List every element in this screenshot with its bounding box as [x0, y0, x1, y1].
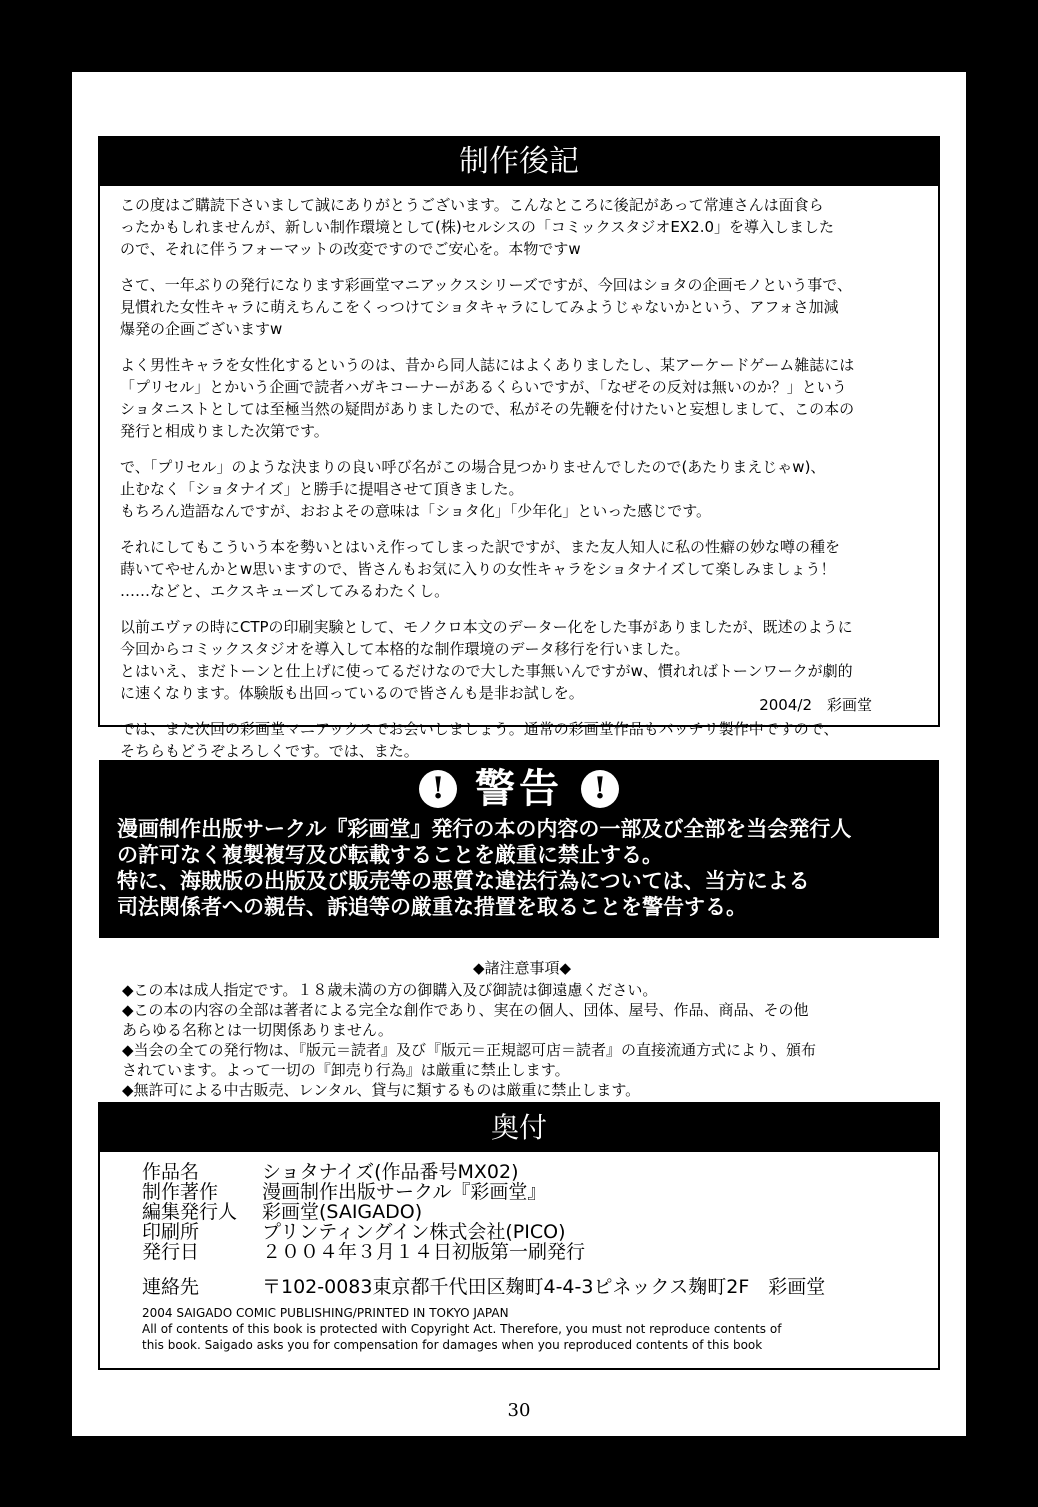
colophon-value: プリンティングイン株式会社(PICO) [262, 1221, 566, 1243]
colophon-row [142, 1222, 585, 1242]
notes-line: されています。よって一切の『卸売り行為』は厳重に禁止します。 [122, 1061, 570, 1079]
contact-row [142, 1272, 938, 1299]
text-line: 以前エヴァの時にCTPの印刷実験として、モノクロ本文のデーター化をした事がありましたが、既述のように [120, 618, 853, 636]
colophon-box [98, 1102, 940, 1370]
text-line: 蒔いてやせんかとw思いますので、皆さんもお気に入りの女性キャラをショタナイズして楽しみましょう！ [120, 560, 836, 578]
warning-line: の許可なく複製複写及び転載することを厳重に禁止する。 [117, 842, 663, 867]
postscript-box [98, 136, 940, 760]
colophon-value: ショタナイズ(作品番号MX02) [262, 1161, 519, 1183]
colophon-key: 作品名 [142, 1161, 200, 1183]
colophon-key: 制作著作 [142, 1181, 219, 1203]
colophon-key: 編集発行人 [142, 1201, 238, 1223]
contact-value: 〒102-0083東京都千代田区麹町4-4-3ピネックス麹町2F 彩画堂 [262, 1276, 826, 1298]
warning-title-text: 警告 [475, 765, 563, 812]
text-line: 「プリセル」とかいう企画で読者ハガキコーナーがあるくらいですが、「なぜその反対は無いのか？」という [120, 378, 847, 396]
text-line: 爆発の企画ございますw [120, 320, 283, 338]
postscript-paragraph [120, 194, 920, 260]
text-line: ショタニストとしては至極当然の疑問がありましたので、私がその先鞭を付けたいと妄想しまして、この本の [120, 400, 855, 418]
text-line: もちろん造語なんですが、おおよその意味は「ショタ化」「少年化」といった感じです。 [120, 502, 712, 520]
copyright-notice [142, 1305, 938, 1353]
colophon-row [142, 1182, 585, 1202]
contact-key: 連絡先 [142, 1276, 200, 1298]
postscript-signature: 2004/2 彩画堂 [759, 696, 872, 714]
warning-line: 特に、海賊版の出版及び販売等の悪質な違法行為については、当方による [117, 868, 810, 893]
colophon-value: 漫画制作出版サークル『彩画堂』 [262, 1181, 547, 1203]
text-line: で、「プリセル」のような決まりの良い呼び名がこの場合見つかりませんでしたので(あたりまえじゃw)、 [120, 458, 826, 476]
warning-line: 司法関係者への親告、訴追等の厳重な措置を取ることを警告する。 [117, 894, 747, 919]
text-line: この度はご購読下さいまして誠にありがとうございます。こんなところに後記があって常連さんは面食ら [120, 196, 824, 214]
colophon-table [142, 1162, 585, 1262]
colophon-row [142, 1202, 585, 1222]
text-line: とはいえ、まだトーンと仕上げに使ってるだけなので大した事無いんですがw、慣れればトーンワークが劇的 [120, 662, 853, 680]
text-line: それにしてもこういう本を勢いとはいえ作ってしまった訳ですが、また友人知人に私の性癖の妙な噂の種を [120, 538, 841, 556]
text-line: 発行と相成りました次第です。 [120, 422, 329, 440]
colophon-value: ２００４年３月１４日初版第一刷発行 [262, 1241, 586, 1263]
text-line: 止むなく「ショタナイズ」と勝手に提唱させて頂きました。 [120, 480, 524, 498]
postscript-paragraph [120, 616, 920, 704]
text-line: では、また次回の彩画堂マニアックスでお会いしましょう。通常の彩画堂作品もバッチリ製作中ですので、 [120, 720, 839, 738]
exclamation-icon: ! [419, 770, 457, 808]
postscript-paragraph [120, 536, 920, 602]
page [72, 72, 966, 1436]
text-line: さて、一年ぶりの発行になります彩画堂マニアックスシリーズですが、今回はショタの企画モノという事で、 [120, 276, 853, 294]
text-line: 今回からコミックスタジオを導入して本格的な制作環境のデータ移行を行いました。 [120, 640, 690, 658]
colophon-key: 発行日 [142, 1241, 200, 1263]
notes-line: ◆無許可による中古販売、レンタル、貸与に類するものは厳重に禁止します。 [122, 1081, 641, 1099]
colophon-key: 印刷所 [142, 1221, 200, 1243]
postscript-paragraph [120, 274, 920, 340]
text-line: ……などと、エクスキューズしてみるわたくし。 [120, 582, 450, 600]
text-line: そちらもどうぞよろしくです。では、また。 [120, 742, 419, 760]
postscript-paragraph [120, 718, 920, 762]
postscript-paragraph [120, 354, 920, 442]
text-line: ので、それに伴うフォーマットの改変ですのでご安心を。本物ですw [120, 240, 581, 258]
notes-line: あらゆる名称とは一切関係ありません。 [122, 1021, 393, 1039]
text-line: ったかもしれませんが、新しい制作環境として(株)セルシスの「コミックスタジオEX2.0」を導入しました [120, 218, 835, 236]
text-line: に速くなります。体験版も出回っているので皆さんも是非お試しを。 [120, 684, 584, 702]
exclamation-icon: ! [581, 770, 619, 808]
colophon-value: 彩画堂(SAIGADO) [262, 1201, 423, 1223]
notes-title: ◆諸注意事項◆ [472, 959, 572, 977]
notes-line: ◆当会の全ての発行物は、『版元＝読者』及び『版元＝正規認可店＝読者』の直接流通方式により、頒布 [122, 1041, 817, 1059]
postscript-paragraph [120, 456, 920, 522]
warning-box [99, 760, 939, 938]
colophon-row [142, 1162, 585, 1182]
text-line: よく男性キャラを女性化するというのは、昔から同人誌にはよくありましたし、某アーケードゲーム雑誌には [120, 356, 855, 374]
copyright-line: this book. Saigado asks you for compensation for damages when you reproduced contents of this book [142, 1338, 763, 1352]
page-number: 30 [507, 1400, 531, 1421]
notes-section [122, 958, 922, 1100]
notes-line: ◆この本の内容の全部は著者による完全な創作であり、実在の個人、団体、屋号、作品、商品、その他 [122, 1001, 809, 1019]
warning-line: 漫画制作出版サークル『彩画堂』発行の本の内容の一部及び全部を当会発行人 [117, 816, 852, 841]
postscript-title: 制作後記 [100, 138, 938, 186]
colophon-title: 奥付 [100, 1104, 938, 1152]
postscript-body [100, 186, 938, 762]
colophon-row [142, 1242, 585, 1262]
warning-text [99, 814, 939, 920]
warning-title [99, 764, 939, 814]
text-line: 見慣れた女性キャラに萌えちんこをくっつけてショタキャラにしてみようじゃないかという、アフォさ加減 [120, 298, 839, 316]
copyright-line: 2004 SAIGADO COMIC PUBLISHING/PRINTED IN TOKYO JAPAN [142, 1306, 509, 1320]
copyright-line: All of contents of this book is protected with Copyright Act. Therefore, you must not reproduce contents of [142, 1322, 782, 1336]
notes-line: ◆この本は成人指定です。１８歳未満の方の御購入及び御読は御遠慮ください。 [122, 981, 658, 999]
